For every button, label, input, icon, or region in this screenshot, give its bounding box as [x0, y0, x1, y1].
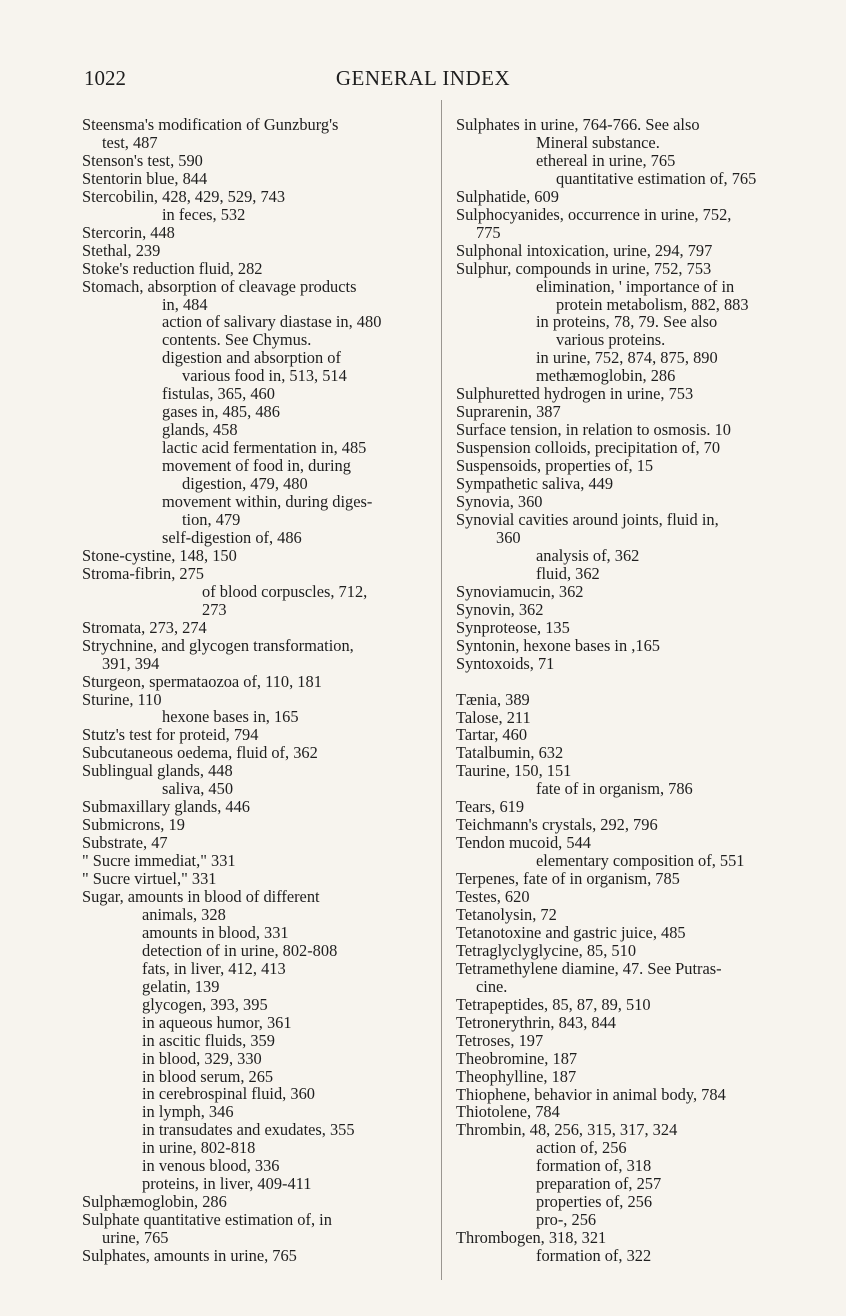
index-entry: Stenson's test, 590 [82, 150, 203, 170]
left-index-column [82, 116, 432, 1265]
index-subentry: preparation of, 257 [536, 1174, 662, 1194]
index-entry: Theobromine, 187 [456, 1048, 578, 1068]
index-entry: Suspensoids, properties of, 15 [456, 456, 654, 476]
index-entry: Sulphatide, 609 [456, 186, 559, 206]
index-subentry: 775 [476, 222, 501, 242]
index-subentry: Mineral substance. [536, 132, 660, 152]
index-entry: Synproteose, 135 [456, 617, 570, 637]
index-entry: Stentorin blue, 844 [82, 168, 208, 188]
index-entry: Thiotolene, 784 [456, 1102, 560, 1122]
index-subentry: fats, in liver, 412, 413 [142, 958, 286, 978]
index-subentry: 391, 394 [102, 653, 160, 673]
index-subentry: contents. See Chymus. [162, 330, 312, 350]
index-subentry: in blood, 329, 330 [142, 1048, 262, 1068]
index-entry: Syntoxoids, 71 [456, 653, 555, 673]
index-subentry: action of salivary diastase in, 480 [162, 312, 382, 332]
index-entry: Steensma's modification of Gunzburg's [82, 115, 339, 134]
index-subentry: detection of in urine, 802-808 [142, 940, 338, 960]
index-subentry: digestion and absorption of [162, 348, 341, 368]
index-entry: Sympathetic saliva, 449 [456, 474, 614, 494]
index-entry: Tetramethylene diamine, 47. See Putras- [456, 958, 722, 978]
right-index-column [456, 116, 810, 1265]
index-entry: Thrombogen, 318, 321 [456, 1228, 607, 1248]
page-header [0, 66, 846, 90]
index-entry: Sulphæmoglobin, 286 [82, 1192, 227, 1212]
index-entry: Submicrons, 19 [82, 815, 185, 835]
index-entry: Submaxillary glands, 446 [82, 797, 250, 817]
index-subentry: quantitative estimation of, 765 [556, 168, 757, 188]
index-subentry: test, 487 [102, 132, 158, 152]
index-subentry: digestion, 479, 480 [182, 474, 308, 494]
index-entry: Sulphocyanides, occurrence in urine, 752, [456, 204, 732, 224]
index-section-gap [456, 673, 810, 691]
index-subentry: urine, 765 [102, 1228, 169, 1248]
index-subentry: in urine, 802-818 [142, 1138, 256, 1158]
index-entry: Teichmann's crystals, 292, 796 [456, 815, 658, 835]
index-subentry: various food in, 513, 514 [182, 366, 347, 386]
index-entry: Taurine, 150, 151 [456, 761, 572, 781]
index-entry: Surface tension, in relation to osmosis. 10 [456, 420, 731, 440]
index-entry: Terpenes, fate of in organism, 785 [456, 869, 680, 889]
index-subentry: movement of food in, during [162, 456, 351, 476]
index-subentry: animals, 328 [142, 904, 226, 924]
index-subentry: protein metabolism, 882, 883 [556, 294, 749, 314]
index-subentry: properties of, 256 [536, 1192, 653, 1212]
index-entry: " Sucre immediat," 331 [82, 851, 236, 871]
index-subentry: methæmoglobin, 286 [536, 366, 676, 386]
column-divider [441, 100, 442, 1280]
index-entry: Tænia, 389 [456, 689, 530, 709]
index-subentry: gases in, 485, 486 [162, 402, 280, 422]
index-entry: Sulphates, amounts in urine, 765 [82, 1246, 297, 1266]
index-subentry: proteins, in liver, 409-411 [142, 1174, 312, 1194]
index-entry: Stroma-fibrin, 275 [82, 563, 205, 583]
index-subentry: elementary composition of, 551 [536, 851, 745, 871]
index-subentry: self-digestion of, 486 [162, 527, 302, 547]
index-entry: Tetanotoxine and gastric juice, 485 [456, 922, 686, 942]
index-entry: Tetrapeptides, 85, 87, 89, 510 [456, 994, 651, 1014]
index-entry: Tatalbumin, 632 [456, 743, 564, 763]
index-subentry: glycogen, 393, 395 [142, 994, 268, 1014]
index-entry: Tetroses, 197 [456, 1030, 544, 1050]
index-entry: Tetronerythrin, 843, 844 [456, 1012, 616, 1032]
index-subentry: elimination, ' importance of in [536, 276, 735, 296]
index-subentry: in ascitic fluids, 359 [142, 1030, 275, 1050]
index-subentry: formation of, 322 [536, 1246, 652, 1266]
index-subentry: gelatin, 139 [142, 976, 220, 996]
index-entry: Stromata, 273, 274 [82, 617, 207, 637]
index-subentry: various proteins. [556, 330, 666, 350]
index-entry: Suspension colloids, precipitation of, 70 [456, 438, 721, 458]
index-entry: Thiophene, behavior in animal body, 784 [456, 1084, 726, 1104]
index-entry: Thrombin, 48, 256, 315, 317, 324 [456, 1120, 678, 1140]
index-entry: Sulphate quantitative estimation of, in [82, 1210, 332, 1230]
index-entry: Synovin, 362 [456, 599, 544, 619]
index-subentry: action of, 256 [536, 1138, 627, 1158]
index-entry: Theophylline, 187 [456, 1066, 577, 1086]
index-subentry: in urine, 752, 874, 875, 890 [536, 348, 718, 368]
index-entry: Stercorin, 448 [82, 222, 175, 242]
index-subentry: fistulas, 365, 460 [162, 384, 275, 404]
index-entry: Sulphates in urine, 764-766. See also [456, 115, 700, 134]
index-entry: Sturine, 110 [82, 689, 162, 709]
index-subentry: tion, 479 [182, 509, 241, 529]
index-subentry: saliva, 450 [162, 779, 234, 799]
index-subentry: 360 [496, 527, 521, 547]
index-entry: Talose, 211 [456, 707, 531, 727]
index-subentry: fluid, 362 [536, 563, 600, 583]
index-subentry: in blood serum, 265 [142, 1066, 274, 1086]
index-subentry: in feces, 532 [162, 204, 246, 224]
index-subentry: fate of in organism, 786 [536, 779, 693, 799]
index-entry: Tendon mucoid, 544 [456, 833, 591, 853]
index-entry: Synovia, 360 [456, 492, 543, 512]
index-entry: " Sucre virtuel," 331 [82, 869, 217, 889]
index-entry: Sulphonal intoxication, urine, 294, 797 [456, 240, 713, 260]
index-subentry: in venous blood, 336 [142, 1156, 280, 1176]
index-subentry: lactic acid fermentation in, 485 [162, 438, 367, 458]
index-entry: Stethal, 239 [82, 240, 161, 260]
index-subentry: in, 484 [162, 294, 208, 314]
index-entry: Sulphur, compounds in urine, 752, 753 [456, 258, 712, 278]
index-entry: Subcutaneous oedema, fluid of, 362 [82, 743, 318, 763]
index-entry: Tetanolysin, 72 [456, 904, 557, 924]
index-entry: Suprarenin, 387 [456, 402, 561, 422]
index-entry: Tartar, 460 [456, 725, 528, 745]
index-subentry: cine. [476, 976, 508, 996]
index-entry: Tears, 619 [456, 797, 525, 817]
index-subentry: in cerebrospinal fluid, 360 [142, 1084, 315, 1104]
page-title: GENERAL INDEX [335, 66, 511, 90]
index-entry: Sulphuretted hydrogen in urine, 753 [456, 384, 694, 404]
index-entry: Sugar, amounts in blood of different [82, 886, 320, 906]
index-subentry: analysis of, 362 [536, 545, 640, 565]
index-entry: Synoviamucin, 362 [456, 581, 584, 601]
index-entry: Synovial cavities around joints, fluid in, [456, 509, 719, 529]
index-subentry: in aqueous humor, 361 [142, 1012, 292, 1032]
index-subentry: formation of, 318 [536, 1156, 652, 1176]
index-subentry: in transudates and exudates, 355 [142, 1120, 355, 1140]
index-entry: Stutz's test for proteid, 794 [82, 725, 259, 745]
index-entry: Stercobilin, 428, 429, 529, 743 [82, 186, 286, 206]
index-entry: Stone-cystine, 148, 150 [82, 545, 237, 565]
index-subentry: of blood corpuscles, 712, [202, 581, 368, 601]
index-subentry: in lymph, 346 [142, 1102, 234, 1122]
index-subentry: in proteins, 78, 79. See also [536, 312, 718, 332]
index-entry: Testes, 620 [456, 887, 530, 907]
index-entry: Substrate, 47 [82, 833, 168, 853]
index-entry: Tetraglyclyglycine, 85, 510 [456, 940, 637, 960]
index-subentry: movement within, during diges- [162, 492, 373, 512]
index-subentry: amounts in blood, 331 [142, 922, 289, 942]
index-entry: Strychnine, and glycogen transformation, [82, 635, 354, 655]
index-entry: Sublingual glands, 448 [82, 761, 233, 781]
page-number: 1022 [84, 66, 126, 90]
index-entry: Syntonin, hexone bases in ,165 [456, 635, 660, 655]
index-entry: Stoke's reduction fluid, 282 [82, 258, 263, 278]
index-subentry: 273 [202, 599, 227, 619]
index-entry: Sturgeon, spermataozoa of, 110, 181 [82, 671, 322, 691]
index-entry: Stomach, absorption of cleavage products [82, 276, 357, 296]
index-subentry: hexone bases in, 165 [162, 707, 299, 727]
index-subentry: pro-, 256 [536, 1210, 597, 1230]
index-subentry: ethereal in urine, 765 [536, 150, 676, 170]
index-subentry: glands, 458 [162, 420, 238, 440]
